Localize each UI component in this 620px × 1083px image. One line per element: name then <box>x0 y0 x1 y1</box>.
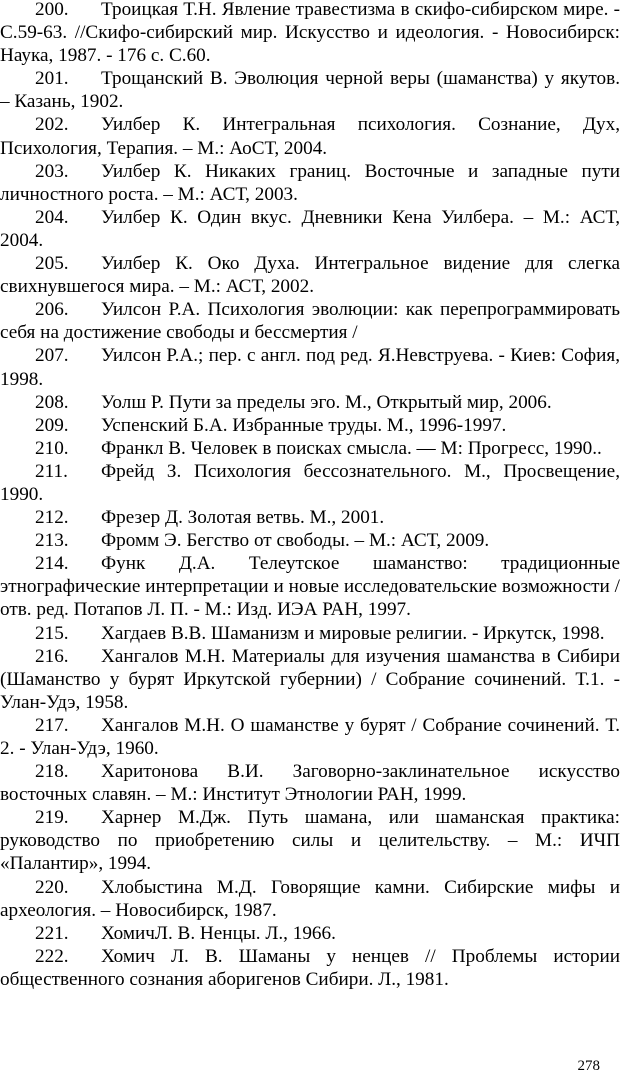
reference-item <box>0 945 620 991</box>
reference-item <box>0 645 620 714</box>
reference-number: 221. <box>35 922 69 944</box>
reference-number: 207. <box>35 345 69 367</box>
page-number: 278 <box>577 1058 600 1074</box>
reference-text: Франкл В. Человек в поисках смысла. — М: Прогресс, 1990.. <box>101 437 602 459</box>
reference-item <box>0 67 620 113</box>
reference-text: Уилсон Р.А.; пер. с англ. под ред. Я.Невструева. - Киев: София, 1998. <box>0 345 620 390</box>
reference-number: 212. <box>35 507 69 529</box>
reference-item <box>0 529 620 552</box>
reference-item <box>0 113 620 159</box>
reference-item <box>0 460 620 506</box>
reference-text: Харитонова В.И. Заговорно-заклинательное искусство восточных славян. – М.: Институт Этнологии РАН, 1999. <box>0 761 620 806</box>
reference-number: 203. <box>35 160 69 182</box>
reference-item <box>0 760 620 806</box>
reference-text: Уилбер К. Один вкус. Дневники Кена Уилбера. – М.: АСТ, 2004. <box>0 206 620 251</box>
reference-text: Уилбер К. Интегральная психология. Сознание, Дух, Психология, Терапия. – М.: АоСТ, 2004. <box>0 114 620 159</box>
reference-text: Хангалов М.Н. О шаманстве у бурят / Собрание сочинений. Т. 2. - Улан-Удэ, 1960. <box>0 714 620 759</box>
reference-item <box>0 876 620 922</box>
reference-item <box>0 344 620 390</box>
reference-number: 201. <box>35 68 69 90</box>
reference-text: Хангалов М.Н. Материалы для изучения шаманства в Сибири (Шаманство у бурят Иркутской губернии) / Собрание сочинений. Т.1. - Улан-Удэ, 1958. <box>0 645 620 713</box>
reference-number: 202. <box>35 114 69 136</box>
reference-text: Успенский Б.А. Избранные труды. М., 1996-1997. <box>101 414 507 436</box>
reference-text: Трощанский В. Эволюция черной веры (шаманства) у якутов. – Казань, 1902. <box>0 68 620 113</box>
reference-text: Троицкая Т.Н. Явление травестизма в скифо-сибирском мире. - С.59-63. //Скифо-сибирский мир. Искусство и идеология. - Новосибирск: Наука, 1987. - 176 с. С.60. <box>0 0 620 67</box>
reference-text: Хагдаев В.В. Шаманизм и мировые религии. - Иркутск, 1998. <box>101 622 605 644</box>
reference-number: 210. <box>35 437 69 459</box>
reference-item <box>0 391 620 414</box>
reference-item <box>0 806 620 875</box>
reference-number: 208. <box>35 391 69 413</box>
reference-text: Уолш Р. Пути за пределы эго. М., Открытый мир, 2006. <box>101 391 552 413</box>
reference-item <box>0 160 620 206</box>
reference-number: 206. <box>35 299 69 321</box>
reference-number: 220. <box>35 876 69 898</box>
reference-item <box>0 414 620 437</box>
reference-item <box>0 506 620 529</box>
reference-number: 200. <box>35 0 69 20</box>
reference-number: 213. <box>35 530 69 552</box>
reference-number: 204. <box>35 206 69 228</box>
reference-text: Уилсон Р.А. Психология эволюции: как перепрограммировать себя на достижение свободы и бессмертия / <box>0 299 620 344</box>
reference-number: 222. <box>35 945 69 967</box>
reference-number: 215. <box>35 622 69 644</box>
reference-number: 217. <box>35 714 69 736</box>
reference-item <box>0 714 620 760</box>
reference-number: 205. <box>35 253 69 275</box>
reference-text: Хомич Л. В. Шаманы у ненцев // Проблемы истории общественного сознания аборигенов Сибири. Л., 1981. <box>0 945 620 990</box>
reference-item <box>0 922 620 945</box>
reference-item <box>0 622 620 645</box>
reference-item <box>0 552 620 621</box>
reference-number: 218. <box>35 761 69 783</box>
reference-text: Харнер М.Дж. Путь шамана, или шаманская практика: руководство по приобретению силы и целительству. – М.: ИЧП «Палантир», 1994. <box>0 807 620 875</box>
reference-text: Хлобыстина М.Д. Говорящие камни. Сибирские мифы и археология. – Новосибирск, 1987. <box>0 876 620 921</box>
reference-item <box>0 437 620 460</box>
reference-text: Уилбер К. Никаких границ. Восточные и западные пути личностного роста. – М.: АСТ, 2003. <box>0 160 620 205</box>
reference-text: Фромм Э. Бегство от свободы. – М.: АСТ, 2009. <box>101 530 490 552</box>
reference-text: Фрезер Д. Золотая ветвь. М., 2001. <box>101 507 385 529</box>
reference-number: 214. <box>35 553 69 575</box>
reference-text: ХомичЛ. В. Ненцы. Л., 1966. <box>101 922 336 944</box>
reference-number: 216. <box>35 645 69 667</box>
reference-item <box>0 0 620 67</box>
reference-text: Функ Д.А. Телеутское шаманство: традиционные этнографические интерпретации и новые исследовательские возможности /отв. ред. Потапов Л. П. - М.: Изд. ИЭА РАН, 1997. <box>0 553 620 621</box>
reference-number: 209. <box>35 414 69 436</box>
reference-text: Уилбер К. Око Духа. Интегральное видение для слегка свихнувшегося мира. – М.: АСТ, 2002. <box>0 253 620 298</box>
reference-item <box>0 206 620 252</box>
reference-item <box>0 252 620 298</box>
reference-text: Фрейд З. Психология бессознательного. М., Просвещение, 1990. <box>0 460 620 505</box>
reference-number: 211. <box>35 460 68 482</box>
reference-number: 219. <box>35 807 69 829</box>
reference-item <box>0 298 620 344</box>
